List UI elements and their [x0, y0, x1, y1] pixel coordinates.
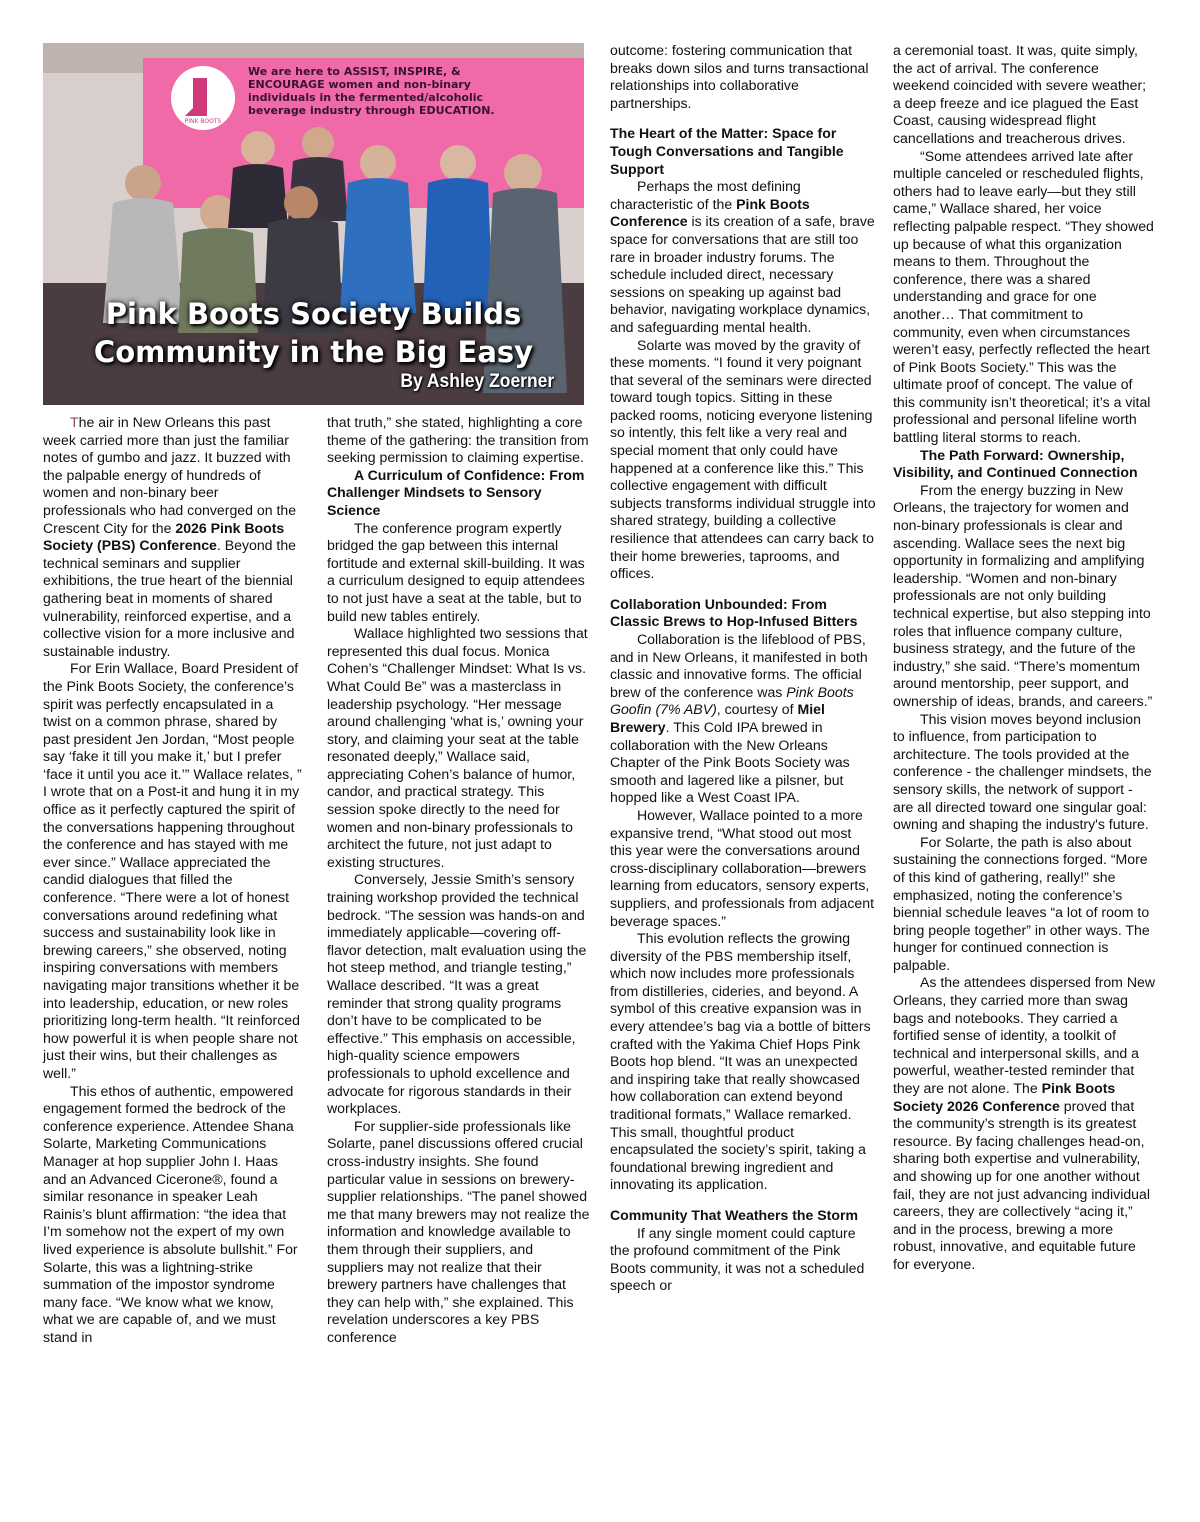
- paragraph: “Some attendees arrived late after multiple canceled or rescheduled flights, others had to leave early—but they still came,” Wallace shared, her voice reflecting palpable respect. “They showed up because of what this organization means to them. Throughout the conference, there was a shared understanding and grace for one another… That commitment to community, even when circumstances weren’t easy, perfectly reflected the heart of Pink Boots Society.” This was the ultimate proof of concept. The value of this community isn’t theoretical; it’s a vital professional and personal lifeline worth battling literal storms to reach.: [893, 147, 1154, 446]
- paragraph: For supplier-side professionals like Solarte, panel discussions offered crucial cross-industry insights. She found particular value in sessions on brewery-supplier relationships. “The panel showed me that many brewers may not realize the information and knowledge available to them through their suppliers, and suppliers may not realize that their brewery partners have challenges that they can help with,” she explained. This revelation underscores a key PBS conference: [327, 1117, 590, 1345]
- paragraph: This vision moves beyond inclusion to influence, from participation to architecture. The tools provided at the conference - the challenger mindsets, the sensory skills, the network of support - are all directed toward one singular goal: owning and shaping the industry's future.: [893, 710, 1152, 833]
- bold-text: Pink Boots Conference: [610, 195, 810, 230]
- section-heading: Collaboration Unbounded: From Classic Brews to Hop-Infused Bitters: [610, 595, 858, 630]
- section-heading: The Path Forward: Ownership, Visibility, and Continued Connection: [893, 446, 1138, 481]
- text-run: is its creation of a safe, brave space for conversations that are still too rare in broader industry forums. The schedule included direct, necessary sessions on speaking up against bad behavior, navigating workplace dynamics, and safeguarding mental health.: [610, 213, 875, 335]
- text-run: Perhaps the most defining characteristic of the: [610, 178, 801, 212]
- section-heading: Community That Weathers the Storm: [610, 1207, 858, 1223]
- paragraph: From the energy buzzing in New Orleans, the trajectory for women and non-binary professionals is clear and ascending. Wallace sees the next big opportunity in formalizing and amplifying leadership. “Women and non-binary professionals are not only building technical expertise, but also stepping into roles that influence company culture, business strategy, and the future of the industry,” she said. “There’s momentum around mentorship, peer support, and ownership of ideas, brands, and careers.”: [893, 481, 1153, 709]
- paragraph: This ethos of authentic, empowered engagement formed the bedrock of the conference experience. Attendee Shana Solarte, Marketing Communications Manager at hop supplier John I. Haas and an Advanced Cicerone®, found a similar resonance in speaker Leah Rainis’s blunt affirmation: “the idea that I’m somehow not the expert of my own lived experience is absolute bullshit.” For Solarte, this was a lightning-strike summation of the impostor syndrome many face. “We know what we know, what we are capable of, and we must stand in: [43, 1082, 298, 1345]
- text-run: proved that the community’s strength is its greatest resource. By facing challenges head-on, sharing both expertise and vulnerability, and showing up for one another without fail, they are not just advancing individual careers, they are collectively “acing it,” and in the process, brewing a more robust, innovative, and equitable future for everyone.: [893, 1097, 1150, 1272]
- paragraph: Conversely, Jessie Smith’s sensory training workshop provided the technical bedrock. “The session was hands-on and immediately applicable—covering off-flavor detection, malt evaluation using the hot steep method, and triangle testing,” Wallace described. “It was a great reminder that strong quality programs don’t have to be complicated to be effective.” This emphasis on accessible, high-quality science empowers professionals to uphold excellence and advocate for rigorous standards in their workplaces.: [327, 871, 587, 1117]
- text-run: . Beyond the technical seminars and supplier exhibitions, the true heart of the biennial gathering beat in moments of shared vulnerability, reinforced expertise, and a collective vision for a more inclusive and sustainable industry.: [43, 537, 297, 659]
- column-2: [327, 414, 591, 1346]
- header-photo: [43, 43, 584, 405]
- paragraph: that truth,” she stated, highlighting a core theme of the gathering: the transition from seeking permission to claiming expertise.: [327, 414, 589, 466]
- bold-text: Pink Boots Society 2026 Conference: [893, 1080, 1116, 1114]
- paragraph: For Erin Wallace, Board President of the Pink Boots Society, the conference’s spirit was perfectly encapsulated in a twist on a common phrase, shared by past president Jen Jordan, “Most people say ‘fake it till you make it,’ but I prefer ‘face it until you ace it.’” Wallace relates, ” I wrote that on a Post-it and hung it in my office as it perfectly captured the spirit of the conversations happening throughout the conference and has stayed with me ever since.” Wallace appreciated the candid dialogues that filled the conference. “There were a lot of honest conversations around redefining what success and sustainability look like in brewing careers,” she observed, noting inspiring conversations with members navigating major transitions whether it be into leadership, education, or new roles prioritizing long-term health. “It reinforced how powerful it is when people share not just their wins, but their challenges as well.”: [43, 660, 302, 1081]
- text-run: Collaboration is the lifeblood of PBS, and in New Orleans, it manifested in both classic and innovative forms. The official brew of the conference was: [610, 631, 868, 700]
- paragraph: [43, 414, 305, 660]
- bold-text: 2026 Pink Boots Society (PBS) Conference: [43, 519, 285, 554]
- paragraph: This evolution reflects the growing diversity of the PBS membership itself, which now includes more professionals from distilleries, cideries, and beyond. A symbol of this creative expansion was in every attendee’s bag via a bottle of bitters crafted with the Yakima Chief Hops Pink Boots hop blend. “It was an unexpected and inspiring take that really showcased how collaboration can extend beyond traditional formats,” Wallace remarked. This small, thoughtful product encapsulated the society’s spirit, taking a foundational brewing ingredient and innovating its application.: [610, 930, 871, 1193]
- paragraph: However, Wallace pointed to a more expansive trend, “What stood out most this year were the conversations around cross-disciplinary collaboration—brewers learning from educators, sensory experts, suppliers, and professionals from adjacent beverage spaces.”: [610, 806, 875, 929]
- bold-text: Miel Brewery: [610, 701, 825, 735]
- paragraph: For Solarte, the path is also about sustaining the connections forged. “More of this kind of gathering, really!” she emphasized, noting the conference’s biennial schedule leaves “a lot of room to bring people together” in other ways. The hunger for continued connection is palpable.: [893, 833, 1150, 973]
- paragraph: If any single moment could capture the profound commitment of the Pink Boots community, it was not a scheduled speech or: [610, 1224, 865, 1294]
- paragraph: outcome: fostering communication that breaks down silos and turns transactional relationships into collaborative partnerships.: [610, 42, 869, 111]
- section-heading: A Curriculum of Confidence: From Challenger Mindsets to Sensory Science: [327, 466, 585, 518]
- paragraph: The conference program expertly bridged the gap between this internal fortitude and external skill-building. It was a curriculum designed to equip attendees to not just have a seat at the table, but to build new tables entirely.: [327, 519, 585, 624]
- logo-text: PINK BOOTS: [184, 118, 222, 125]
- paragraph: Solarte was moved by the gravity of these moments. “I found it very poignant that several of the seminars were directed toward tough topics. Sitting in these packed rooms, noticing everyone listening so intently, this felt like a very real and special moment that only could have happened at a conference like this.” This collective engagement with difficult subjects transforms individual struggle into shared strategy, building a collective resilience that attendees can carry back to their home breweries, taprooms, and offices.: [610, 336, 876, 582]
- headline: [43, 295, 584, 371]
- column-4: [893, 42, 1156, 1274]
- text-run: As the attendees dispersed from New Orleans, they carried more than swag bags and notebooks. They carried a fortified sense of identity, a toolkit of technical and interpersonal skills, and a powerful, weather-tested reminder that they are not alone. The: [893, 974, 1156, 1097]
- paragraph: [610, 178, 876, 336]
- text-run: he air in New Orleans this past week carried more than just the familiar notes of gumbo and jazz. It buzzed with the palpable energy of hundreds of women and non-binary beer professionals who had converged on the Crescent City for the: [43, 414, 297, 536]
- paragraph: [610, 631, 876, 807]
- text-run: , courtesy of: [716, 701, 798, 718]
- column-3: [610, 42, 876, 1295]
- paragraph: a ceremonial toast. It was, quite simply, the act of arrival. The conference weekend coincided with severe weather; a deep freeze and ice plagued the East Coast, causing widespread flight cancellations and treacherous drives.: [893, 42, 1147, 146]
- drop-cap: T: [70, 414, 79, 430]
- section-heading: The Heart of the Matter: Space for Tough Conversations and Tangible Support: [610, 125, 844, 177]
- headline-line-2: Community in the Big Easy: [93, 335, 534, 369]
- italic-text: Pink Boots Goofin (7% ABV): [610, 683, 854, 718]
- banner-text: We are here to ASSIST, INSPIRE, & ENCOURAGE women and non-binary individuals in the fermented/alcoholic beverage industry through EDUCATION.: [248, 65, 495, 117]
- headline-line-1: Pink Boots Society Builds: [105, 297, 522, 331]
- column-1: [43, 414, 305, 1346]
- text-run: . This Cold IPA brewed in collaboration with the New Orleans Chapter of the Pink Boots Society was smooth and lagered like a pilsner, but hopped like a West Coast IPA.: [610, 718, 850, 806]
- paragraph: Wallace highlighted two sessions that represented this dual focus. Monica Cohen’s “Challenger Mindset: What Is vs. What Could Be” was a masterclass in leadership psychology. “Her message around challenging ‘what is,’ owning your story, and claiming your seat at the table resonated deeply,” Wallace said, appreciating Cohen’s balance of humor, candor, and practical strategy. This session spoke directly to the need for women and non-binary professionals to architect the future, not just adapt to existing structures.: [327, 625, 588, 870]
- paragraph: [893, 974, 1156, 1273]
- byline: By Ashley Zoerner: [400, 371, 554, 392]
